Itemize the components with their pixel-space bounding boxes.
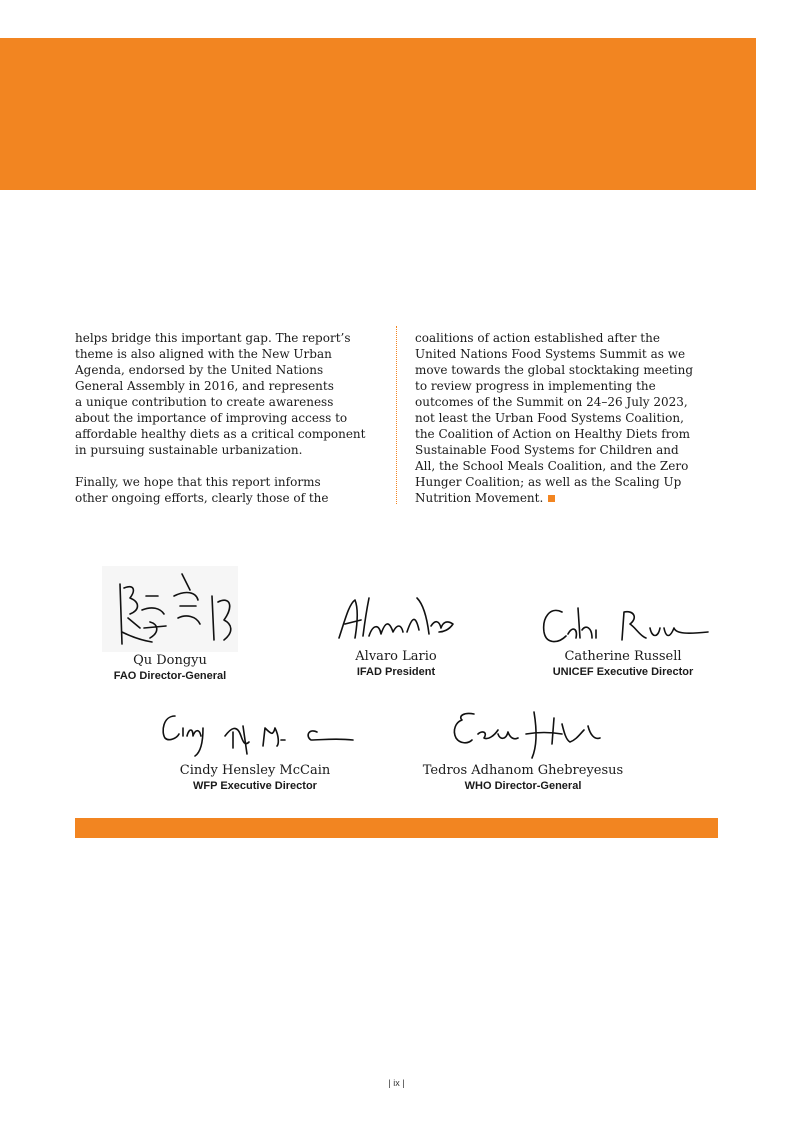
- text-line: Finally, we hope that this report informs: [75, 475, 321, 489]
- text-column-right: [415, 330, 715, 506]
- text-line: other ongoing efforts, clearly those of the: [75, 491, 329, 505]
- signatory-title: UNICEF Executive Director: [552, 666, 694, 678]
- text-line: in pursuing sustainable urbanization.: [75, 443, 303, 457]
- signatory-title: WFP Executive Director: [193, 780, 317, 792]
- signatory-title: FAO Director-General: [113, 670, 227, 682]
- signatory-name: Cindy Hensley McCain: [179, 763, 331, 778]
- signatory-name: Tedros Adhanom Ghebreyesus: [422, 763, 624, 778]
- paragraph: [75, 474, 375, 506]
- column-divider: [396, 326, 397, 504]
- text-line: the Coalition of Action on Healthy Diets from: [415, 427, 691, 441]
- text-line: theme is also aligned with the New Urban: [75, 347, 332, 361]
- text-line: to review progress in implementing the: [415, 379, 656, 393]
- text-line: Nutrition Movement.: [415, 491, 544, 505]
- text-line: affordable healthy diets as a critical component: [75, 427, 366, 441]
- end-of-section-mark: [548, 495, 555, 502]
- signature-block-fao: [85, 566, 255, 684]
- signatory-name: Catherine Russell: [564, 649, 682, 664]
- handwritten-signature: [155, 706, 355, 762]
- handwritten-signature: [100, 566, 240, 652]
- text-line: Hunger Coalition; as well as the Scaling Up: [415, 475, 682, 489]
- signature-block-unicef: [538, 598, 708, 680]
- paragraph: [75, 330, 375, 458]
- header-color-band: [0, 38, 756, 190]
- text-line: United Nations Food Systems Summit as we: [415, 347, 686, 361]
- signature-block-ifad: [316, 590, 476, 680]
- page-number: | ix |: [388, 1078, 405, 1088]
- handwritten-signature: [438, 704, 608, 762]
- text-line: move towards the global stocktaking meeting: [415, 363, 694, 377]
- paragraph: [415, 330, 715, 506]
- text-line: All, the School Meals Coalition, and the Zero: [415, 459, 689, 473]
- footer-color-band: [75, 818, 718, 838]
- text-line: helps bridge this important gap. The report’s: [75, 331, 351, 345]
- text-line: Sustainable Food Systems for Children and: [415, 443, 679, 457]
- text-line: coalitions of action established after the: [415, 331, 660, 345]
- handwritten-signature: [331, 590, 461, 648]
- signatory-title: WHO Director-General: [464, 780, 582, 792]
- text-line: General Assembly in 2016, and represents: [75, 379, 334, 393]
- text-line: not least the Urban Food Systems Coalition,: [415, 411, 684, 425]
- text-column-left: [75, 330, 375, 506]
- handwritten-signature: [538, 598, 710, 648]
- signatory-title: IFAD President: [356, 666, 436, 678]
- signatory-name: Qu Dongyu: [133, 653, 207, 668]
- text-line: Agenda, endorsed by the United Nations: [75, 363, 324, 377]
- text-line: outcomes of the Summit on 24–26 July 2023,: [415, 395, 688, 409]
- signature-block-who: [418, 704, 628, 794]
- signature-block-wfp: [155, 706, 355, 794]
- signatory-name: Alvaro Lario: [355, 649, 437, 664]
- text-line: about the importance of improving access to: [75, 411, 348, 425]
- text-line: a unique contribution to create awareness: [75, 395, 334, 409]
